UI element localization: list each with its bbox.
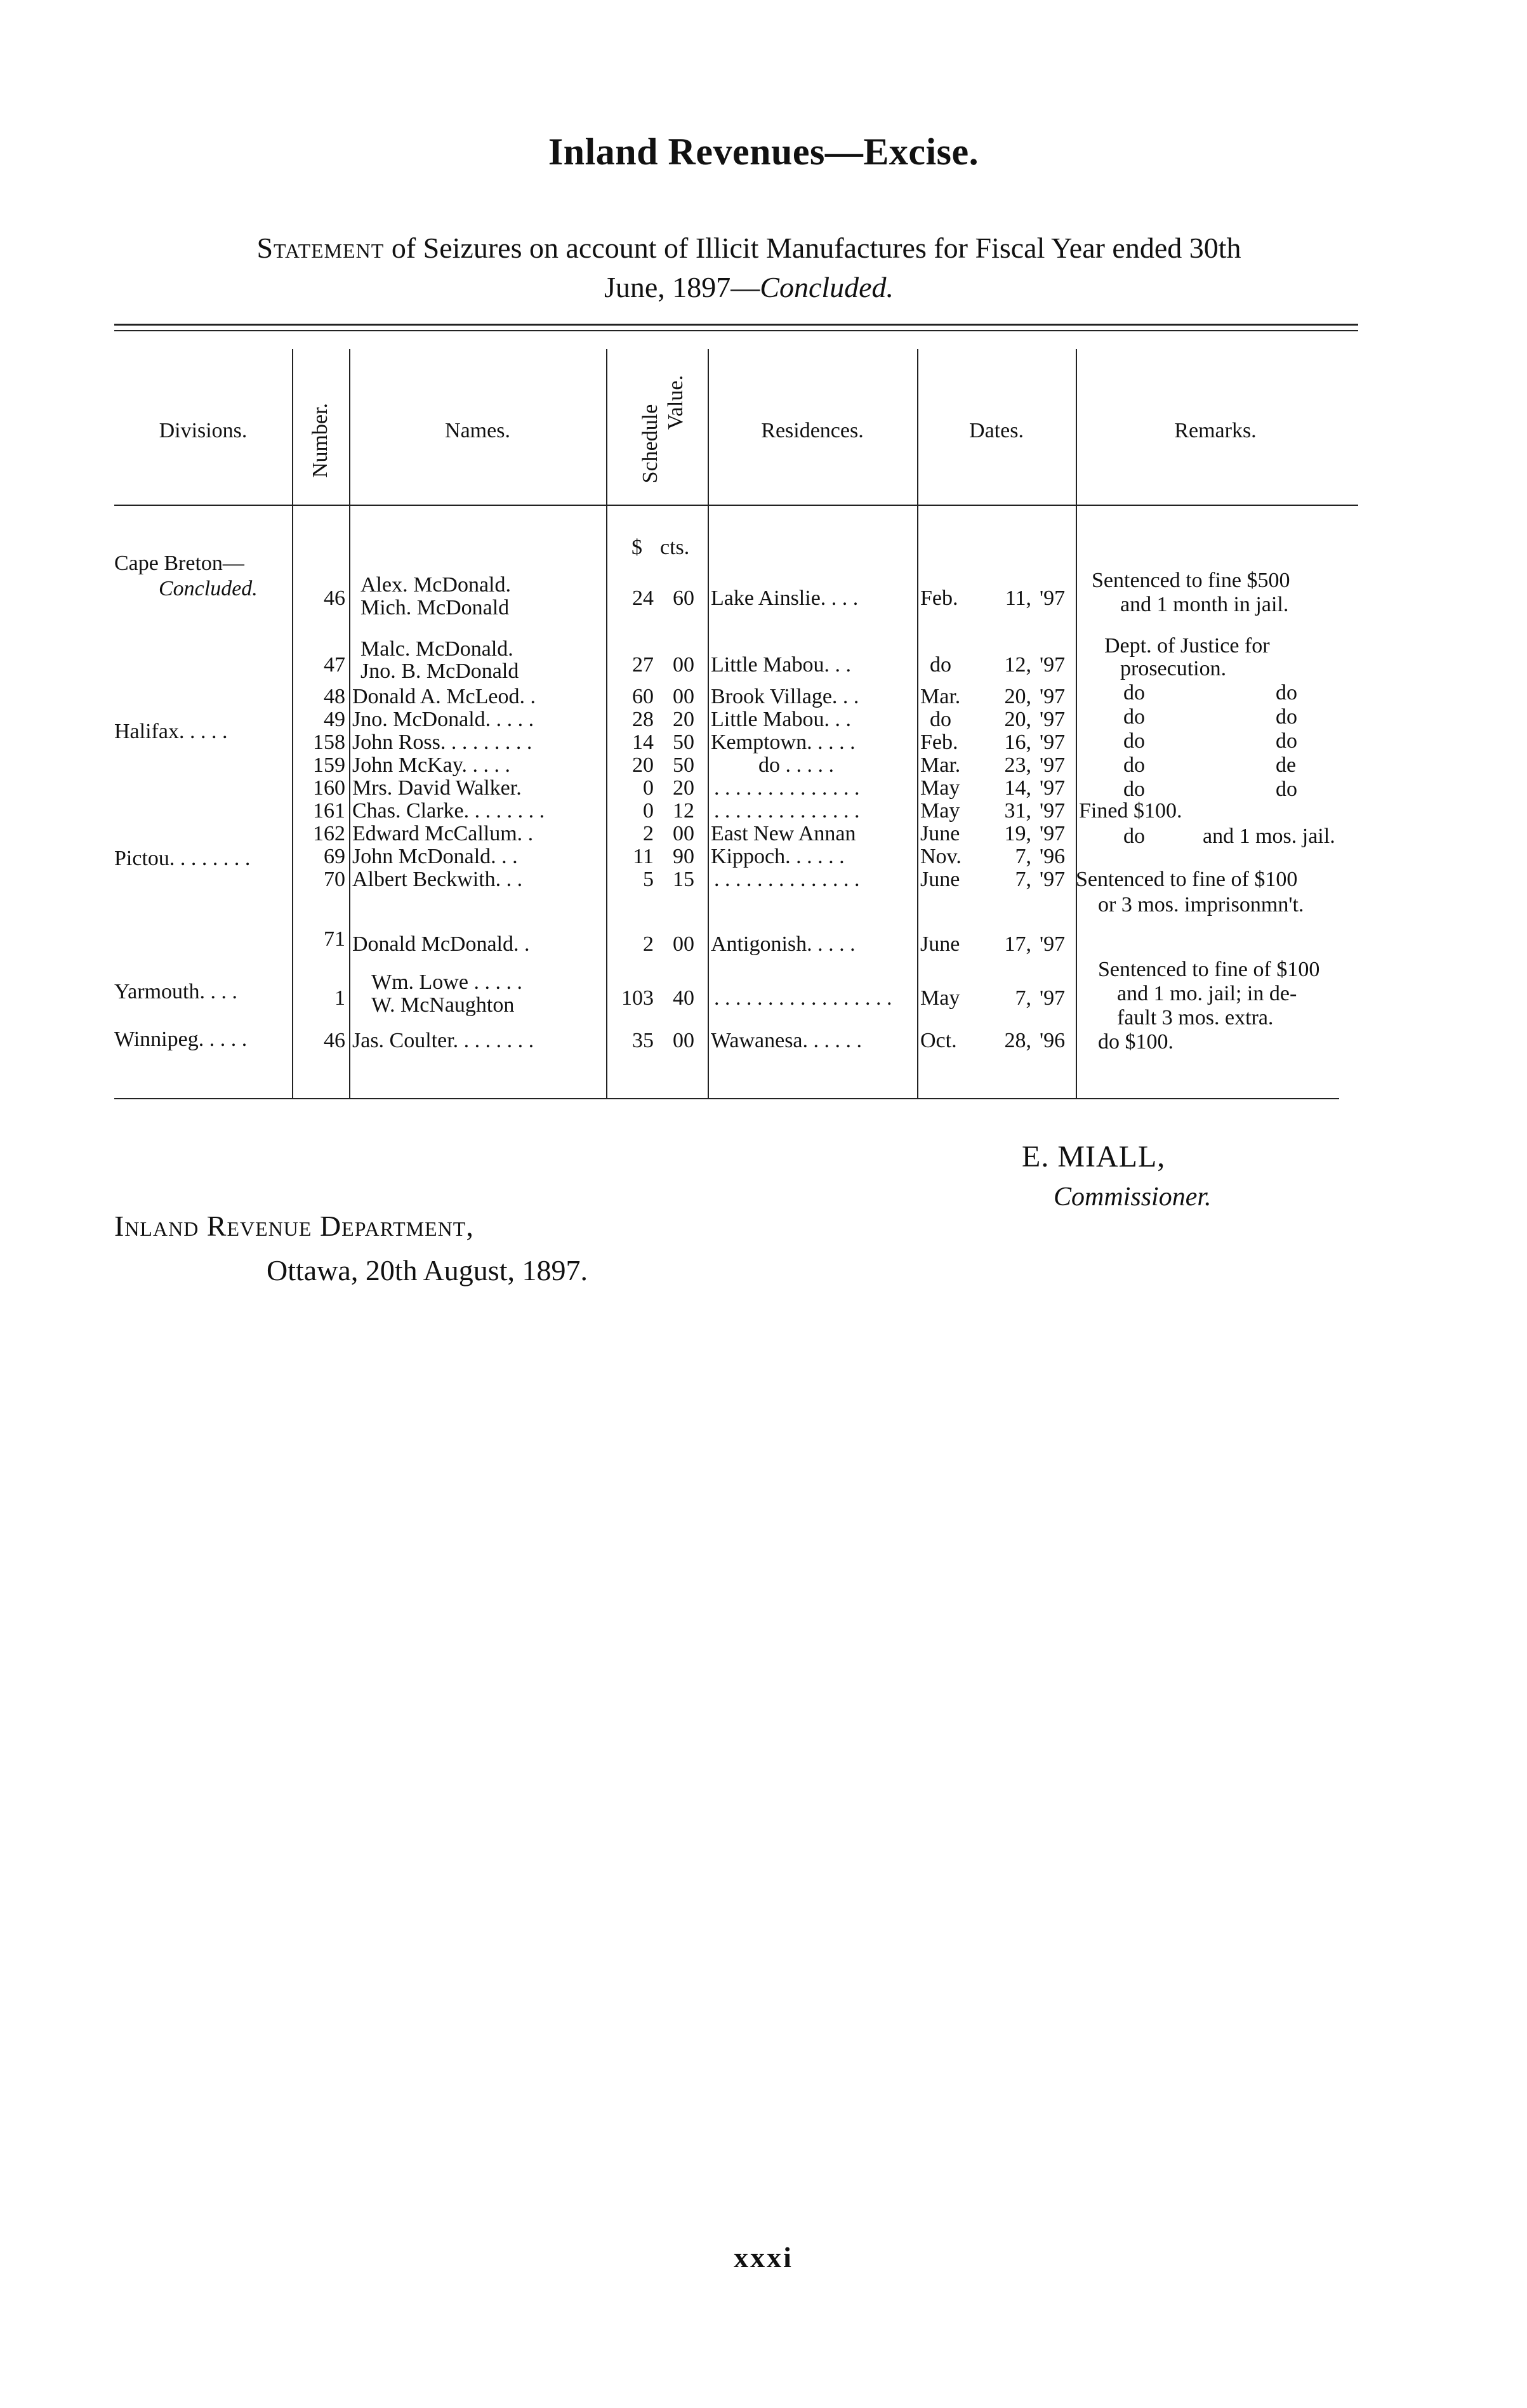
row-cents: 20 — [673, 708, 694, 731]
row-month: May — [920, 776, 960, 800]
row-year: '97 — [1040, 799, 1066, 823]
row-month: do — [930, 708, 951, 731]
row-number: 49 — [324, 708, 345, 731]
row-residence: East New Annan — [711, 822, 856, 845]
row-number: 159 — [313, 753, 345, 777]
row-month: June — [920, 868, 960, 891]
row-month: Oct. — [920, 1029, 957, 1052]
row-day: 20, — [1004, 685, 1031, 708]
statement-heading — [114, 228, 1384, 307]
statement-line2: June, 1897— — [604, 271, 760, 303]
row-cents: 00 — [673, 1029, 694, 1052]
signature-name: E. MIALL, — [1022, 1140, 1166, 1174]
row-remarks: do — [1123, 705, 1145, 729]
row-remarks: do — [1276, 729, 1297, 753]
row-number: 46 — [324, 586, 345, 610]
row-name: Wm. Lowe . . . . . — [371, 970, 522, 994]
row-dollars: 60 — [632, 685, 654, 708]
row-name: Alex. McDonald. — [360, 573, 512, 597]
row-remarks: fault 3 mos. extra. — [1117, 1006, 1274, 1029]
row-day: 23, — [1004, 753, 1031, 777]
row-name: Jas. Coulter. . . . . . . . — [352, 1029, 534, 1052]
row-name: John Ross. . . . . . . . . — [352, 731, 532, 754]
row-name: W. McNaughton — [371, 993, 515, 1017]
unit-dollars: $ — [631, 536, 642, 559]
row-residence: Lake Ainslie. . . . — [711, 586, 859, 610]
row-name: Jno. B. McDonald — [360, 659, 519, 683]
row-year: '97 — [1040, 822, 1066, 845]
page-title: Inland Revenues—Excise. — [548, 131, 979, 173]
row-year: '96 — [1040, 845, 1066, 868]
row-number: 48 — [324, 685, 345, 708]
row-remarks: do — [1123, 824, 1145, 848]
row-dollars: 2 — [643, 822, 654, 845]
row-month: May — [920, 986, 960, 1010]
row-month: June — [920, 822, 960, 845]
row-number: 69 — [324, 845, 345, 868]
statement-text: of Seizures on account of Illicit Manufactures for Fiscal Year ended 30th — [391, 232, 1241, 264]
row-residence: . . . . . . . . . . . . . . — [714, 799, 860, 823]
row-cents: 60 — [673, 586, 694, 610]
row-number: 162 — [313, 822, 345, 845]
row-month: Feb. — [920, 586, 958, 610]
row-year: '97 — [1040, 731, 1066, 754]
statement-lead: Statement — [256, 232, 385, 264]
row-remarks: Sentenced to fine $500 — [1092, 569, 1290, 592]
row-cents: 00 — [673, 822, 694, 845]
row-cents: 00 — [673, 685, 694, 708]
division-name: Halifax. . . . . — [114, 720, 228, 743]
division-name: Yarmouth. . . . — [114, 980, 237, 1003]
row-residence: Kippoch. . . . . . — [711, 845, 845, 868]
col-rule — [606, 349, 607, 1098]
row-residence: Little Mabou. . . — [711, 708, 851, 731]
row-remarks: and 1 mo. jail; in de- — [1117, 982, 1297, 1005]
division-name: Pictou. . . . . . . . — [114, 847, 251, 870]
row-dollars: 0 — [643, 799, 654, 823]
row-year: '97 — [1040, 932, 1066, 956]
row-cents: 90 — [673, 845, 694, 868]
row-remarks: or 3 mos. imprisonmn't. — [1098, 893, 1304, 916]
row-dollars: 14 — [632, 731, 654, 754]
row-remarks: Sentenced to fine of $100 — [1076, 868, 1298, 891]
row-day: 11, — [1005, 586, 1031, 610]
row-dollars: 2 — [643, 932, 654, 956]
row-day: 17, — [1004, 932, 1031, 956]
row-remarks: and 1 mos. jail. — [1203, 824, 1335, 848]
row-year: '97 — [1040, 776, 1066, 800]
row-remarks: do — [1123, 777, 1145, 801]
row-dollars: 11 — [633, 845, 654, 868]
row-residence: do . . . . . — [758, 753, 834, 777]
row-month: Mar. — [920, 753, 961, 777]
row-name: Malc. McDonald. — [360, 637, 513, 661]
division-name: Winnipeg. . . . . — [114, 1028, 248, 1051]
row-day: 20, — [1004, 708, 1031, 731]
header-names: Names. — [445, 419, 510, 442]
row-residence: Little Mabou. . . — [711, 653, 851, 677]
row-year: '97 — [1040, 685, 1066, 708]
department-name: Inland Revenue Department, — [114, 1210, 474, 1242]
row-number: 70 — [324, 868, 345, 891]
row-day: 14, — [1004, 776, 1031, 800]
row-number: 1 — [334, 986, 345, 1010]
header-value: Value. — [664, 375, 687, 430]
row-day: 7, — [1015, 845, 1031, 868]
row-cents: 20 — [673, 776, 694, 800]
row-name: Donald McDonald. . — [352, 932, 530, 956]
row-year: '96 — [1040, 1029, 1066, 1052]
division-name: Cape Breton— — [114, 552, 244, 575]
row-dollars: 24 — [632, 586, 654, 610]
row-day: 31, — [1004, 799, 1031, 823]
row-dollars: 27 — [632, 653, 654, 677]
row-name: Jno. McDonald. . . . . — [352, 708, 534, 731]
row-number: 71 — [324, 927, 345, 951]
row-month: June — [920, 932, 960, 956]
row-remarks: do — [1123, 729, 1145, 753]
row-remarks: and 1 month in jail. — [1120, 593, 1289, 616]
col-rule — [1076, 349, 1077, 1098]
row-month: May — [920, 799, 960, 823]
row-cents: 50 — [673, 731, 694, 754]
row-remarks: Fined $100. — [1079, 799, 1182, 823]
row-name: Edward McCallum. . — [352, 822, 534, 845]
header-rule — [114, 505, 1358, 506]
row-name: John McDonald. . . — [352, 845, 518, 868]
row-name: Mich. McDonald — [360, 596, 510, 619]
header-remarks: Remarks. — [1174, 419, 1257, 442]
row-remarks: do — [1276, 705, 1297, 729]
row-residence: Antigonish. . . . . — [711, 932, 856, 956]
row-residence: Wawanesa. . . . . . — [711, 1029, 863, 1052]
row-year: '97 — [1040, 868, 1066, 891]
row-cents: 00 — [673, 932, 694, 956]
col-rule — [349, 349, 350, 1098]
row-name: Donald A. McLeod. . — [352, 685, 536, 708]
header-number: Number. — [308, 402, 332, 479]
header-divisions: Divisions. — [159, 419, 248, 442]
row-dollars: 0 — [643, 776, 654, 800]
row-number: 46 — [324, 1029, 345, 1052]
row-year: '97 — [1040, 653, 1066, 677]
row-name: Mrs. David Walker. — [352, 776, 522, 800]
row-day: 7, — [1015, 868, 1031, 891]
row-remarks: prosecution. — [1120, 657, 1227, 680]
row-day: 7, — [1015, 986, 1031, 1010]
row-remarks: do — [1276, 777, 1297, 801]
header-dates: Dates. — [969, 419, 1024, 442]
row-residence: . . . . . . . . . . . . . . . . . — [714, 986, 892, 1010]
row-year: '97 — [1040, 753, 1066, 777]
table-bottom-rule — [114, 1098, 1339, 1099]
row-month: Nov. — [920, 845, 962, 868]
unit-cents: cts. — [660, 536, 690, 559]
division-sub: Concluded. — [159, 577, 258, 600]
row-day: 28, — [1004, 1029, 1031, 1052]
row-year: '97 — [1040, 708, 1066, 731]
row-day: 12, — [1004, 653, 1031, 677]
row-remarks: do — [1276, 681, 1297, 705]
row-dollars: 20 — [632, 753, 654, 777]
row-dollars: 28 — [632, 708, 654, 731]
row-month: Feb. — [920, 731, 958, 754]
row-remarks: do $100. — [1098, 1030, 1173, 1054]
row-day: 16, — [1004, 731, 1031, 754]
row-cents: 00 — [673, 653, 694, 677]
signature-title: Commissioner. — [1054, 1182, 1212, 1212]
row-name: Chas. Clarke. . . . . . . . — [352, 799, 545, 823]
department-place: Ottawa, 20th August, 1897. — [267, 1254, 588, 1287]
row-dollars: 103 — [621, 986, 654, 1010]
table-top-rule — [114, 324, 1358, 326]
row-remarks: de — [1276, 753, 1297, 777]
row-month: Mar. — [920, 685, 961, 708]
row-name: John McKay. . . . . — [352, 753, 510, 777]
table-top-rule-2 — [114, 330, 1358, 331]
row-day: 19, — [1004, 822, 1031, 845]
row-remarks: Dept. of Justice for — [1104, 634, 1270, 658]
row-dollars: 35 — [632, 1029, 654, 1052]
page-number: xxxi — [734, 2241, 793, 2273]
col-rule — [917, 349, 918, 1098]
row-month: do — [930, 653, 951, 677]
row-remarks: do — [1123, 753, 1145, 777]
row-year: '97 — [1040, 586, 1066, 610]
row-name: Albert Beckwith. . . — [352, 868, 523, 891]
row-dollars: 5 — [643, 868, 654, 891]
row-year: '97 — [1040, 986, 1066, 1010]
row-residence: Kemptown. . . . . — [711, 731, 856, 754]
row-remarks: Sentenced to fine of $100 — [1098, 958, 1320, 981]
row-number: 160 — [313, 776, 345, 800]
row-cents: 50 — [673, 753, 694, 777]
header-residences: Residences. — [761, 419, 864, 442]
statement-concluded: Concluded. — [760, 271, 894, 303]
row-cents: 40 — [673, 986, 694, 1010]
row-cents: 15 — [673, 868, 694, 891]
row-remarks: do — [1123, 681, 1145, 705]
col-rule — [708, 349, 709, 1098]
row-residence: . . . . . . . . . . . . . . — [714, 868, 860, 891]
row-number: 161 — [313, 799, 345, 823]
row-number: 47 — [324, 653, 345, 677]
row-residence: . . . . . . . . . . . . . . — [714, 776, 860, 800]
header-schedule: Schedule — [638, 404, 662, 484]
row-number: 158 — [313, 731, 345, 754]
row-residence: Brook Village. . . — [711, 685, 859, 708]
row-cents: 12 — [673, 799, 694, 823]
